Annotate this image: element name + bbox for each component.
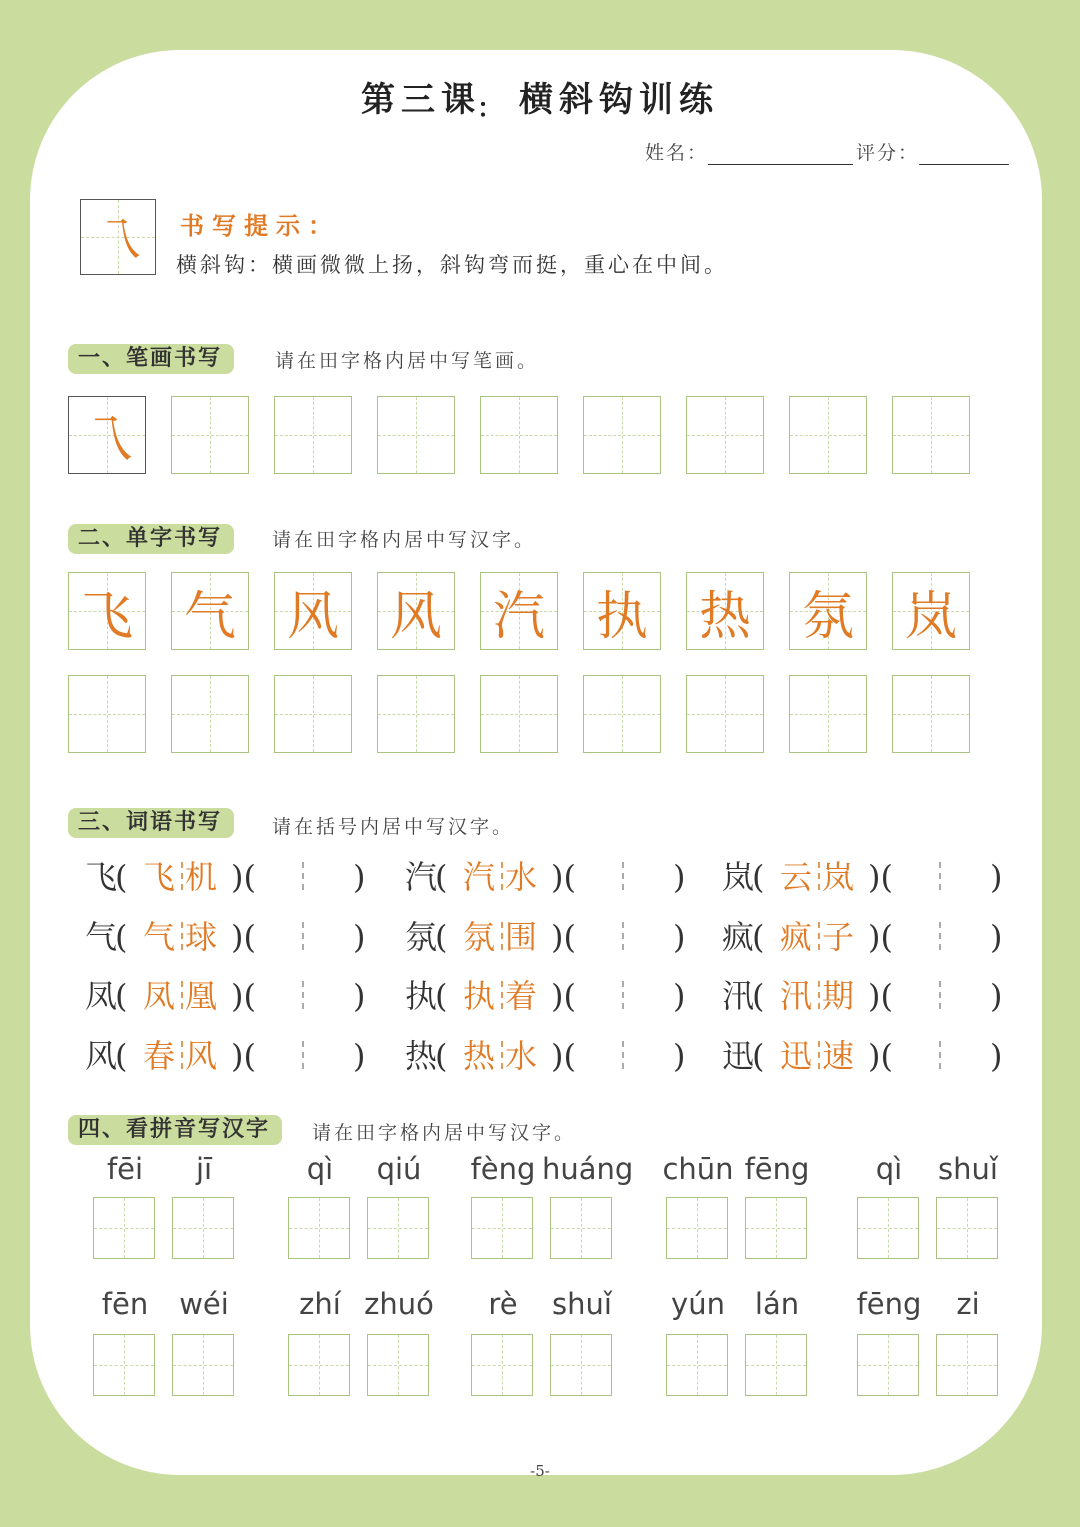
paren-pair: )( xyxy=(551,977,576,1015)
word-char: 热 xyxy=(463,1037,496,1075)
pinyin-label: qiú xyxy=(376,1152,422,1186)
char-sample-box xyxy=(789,572,867,650)
divider xyxy=(939,922,941,950)
open-paren: ( xyxy=(115,918,128,956)
answer-blank[interactable] xyxy=(577,1033,687,1079)
writing-box[interactable] xyxy=(172,1334,234,1396)
paren-pair: )( xyxy=(551,1037,576,1075)
writing-box[interactable] xyxy=(686,396,764,474)
paren-pair: )( xyxy=(868,977,893,1015)
word-char: 疯 xyxy=(780,918,813,956)
divider xyxy=(818,1041,820,1069)
open-paren: ( xyxy=(435,1037,448,1075)
answer-blank[interactable] xyxy=(577,854,687,900)
guide-character: 汽 xyxy=(492,586,545,647)
answer-blank[interactable] xyxy=(894,914,1004,960)
paren-pair: )( xyxy=(868,1037,893,1075)
answer-blank[interactable] xyxy=(577,914,687,960)
paren-pair: )( xyxy=(868,858,893,896)
divider xyxy=(501,922,503,950)
name-label: 姓名： xyxy=(645,142,709,164)
page-title: 第三课： 横斜钩训练 xyxy=(360,80,719,124)
open-paren: ( xyxy=(752,977,765,1015)
divider xyxy=(501,981,503,1009)
writing-box[interactable] xyxy=(367,1334,429,1396)
pinyin-label: fèng xyxy=(470,1152,536,1186)
score-field[interactable] xyxy=(856,138,1009,165)
pinyin-label: jī xyxy=(195,1152,213,1186)
word-char: 飞 xyxy=(143,858,176,896)
close-paren: ) xyxy=(990,858,1003,896)
stroke-sample-box xyxy=(68,396,146,474)
guide-character: 风 xyxy=(389,586,442,647)
open-paren: ( xyxy=(115,1037,128,1075)
divider xyxy=(939,981,941,1009)
writing-box[interactable] xyxy=(936,1334,998,1396)
page-number: -5- xyxy=(530,1462,550,1480)
open-paren: ( xyxy=(435,977,448,1015)
answer-blank[interactable] xyxy=(577,973,687,1019)
word-item xyxy=(722,973,1012,1019)
writing-box[interactable] xyxy=(480,396,558,474)
writing-box[interactable] xyxy=(666,1334,728,1396)
divider xyxy=(302,981,304,1009)
tip-stroke-box: 乁 xyxy=(80,199,156,275)
writing-box[interactable] xyxy=(171,396,249,474)
writing-box[interactable] xyxy=(377,396,455,474)
pinyin-label: fēng xyxy=(744,1152,810,1186)
divider xyxy=(622,862,624,890)
writing-box[interactable] xyxy=(936,1197,998,1259)
char-sample-box xyxy=(686,572,764,650)
section1-instruction: 请在田字格内居中写笔画。 xyxy=(275,350,540,372)
open-paren: ( xyxy=(752,858,765,896)
word-char: 机 xyxy=(185,858,218,896)
section1-label: 一、笔画书写 xyxy=(68,344,234,374)
close-paren: ) xyxy=(990,1037,1003,1075)
char-sample-box xyxy=(274,572,352,650)
word-char: 云 xyxy=(780,858,813,896)
guide-character: 氛 xyxy=(801,586,854,647)
divider xyxy=(939,1041,941,1069)
guide-character: 执 xyxy=(595,586,648,647)
writing-box[interactable] xyxy=(686,675,764,753)
writing-box[interactable] xyxy=(288,1197,350,1259)
writing-box[interactable] xyxy=(789,675,867,753)
word-char: 汽 xyxy=(463,858,496,896)
pinyin-label: huáng xyxy=(542,1152,634,1186)
writing-box[interactable] xyxy=(171,675,249,753)
divider xyxy=(181,922,183,950)
word-char: 凰 xyxy=(185,977,218,1015)
open-paren: ( xyxy=(752,918,765,956)
writing-box[interactable] xyxy=(471,1334,533,1396)
divider xyxy=(302,1041,304,1069)
section4-label: 四、看拼音写汉字 xyxy=(68,1115,282,1145)
open-paren: ( xyxy=(435,858,448,896)
word-char: 风 xyxy=(185,1037,218,1075)
section2-label: 二、单字书写 xyxy=(68,524,234,554)
writing-box[interactable] xyxy=(550,1334,612,1396)
divider xyxy=(818,922,820,950)
word-head-char: 汽 xyxy=(405,858,438,896)
writing-box[interactable] xyxy=(583,396,661,474)
char-sample-box xyxy=(377,572,455,650)
close-paren: ) xyxy=(673,977,686,1015)
close-paren: ) xyxy=(990,977,1003,1015)
divider xyxy=(181,1041,183,1069)
answer-blank[interactable] xyxy=(257,854,367,900)
writing-box[interactable] xyxy=(93,1334,155,1396)
writing-box[interactable] xyxy=(789,396,867,474)
word-item xyxy=(85,854,375,900)
writing-box[interactable] xyxy=(471,1197,533,1259)
divider xyxy=(622,1041,624,1069)
open-paren: ( xyxy=(752,1037,765,1075)
paren-pair: )( xyxy=(231,977,256,1015)
writing-box[interactable] xyxy=(377,675,455,753)
word-head-char: 飞 xyxy=(85,858,118,896)
divider xyxy=(501,862,503,890)
guide-character: 风 xyxy=(286,586,339,647)
writing-box[interactable] xyxy=(480,675,558,753)
paren-pair: )( xyxy=(868,918,893,956)
close-paren: ) xyxy=(990,918,1003,956)
pinyin-label: zhí xyxy=(299,1287,341,1321)
word-head-char: 凤 xyxy=(85,977,118,1015)
close-paren: ) xyxy=(353,858,366,896)
close-paren: ) xyxy=(353,1037,366,1075)
pinyin-label: qì xyxy=(306,1152,334,1186)
char-sample-box xyxy=(480,572,558,650)
writing-box[interactable] xyxy=(367,1197,429,1259)
word-char: 岚 xyxy=(822,858,855,896)
word-item xyxy=(85,1033,375,1079)
pinyin-label: chūn xyxy=(662,1152,734,1186)
word-char: 围 xyxy=(505,918,538,956)
word-head-char: 热 xyxy=(405,1037,438,1075)
writing-box[interactable] xyxy=(857,1197,919,1259)
word-head-char: 汛 xyxy=(722,977,755,1015)
divider xyxy=(501,1041,503,1069)
tip-text: 横斜钩：横画微微上扬，斜钩弯而挺，重心在中间。 xyxy=(176,253,728,277)
word-item xyxy=(85,914,375,960)
paren-pair: )( xyxy=(231,1037,256,1075)
word-item xyxy=(722,1033,1012,1079)
writing-box[interactable] xyxy=(583,675,661,753)
guide-character: 飞 xyxy=(80,586,133,647)
guide-character: 乁 xyxy=(80,410,133,471)
divider xyxy=(181,862,183,890)
writing-box[interactable] xyxy=(274,396,352,474)
pinyin-label: zhuó xyxy=(364,1287,434,1321)
close-paren: ) xyxy=(353,977,366,1015)
word-item xyxy=(405,1033,695,1079)
section4-instruction: 请在田字格内居中写汉字。 xyxy=(312,1122,577,1144)
word-char: 子 xyxy=(822,918,855,956)
word-item xyxy=(405,914,695,960)
word-item xyxy=(722,854,1012,900)
section3-instruction: 请在括号内居中写汉字。 xyxy=(272,816,515,838)
writing-box[interactable] xyxy=(288,1334,350,1396)
divider xyxy=(622,922,624,950)
char-sample-box xyxy=(171,572,249,650)
paren-pair: )( xyxy=(231,858,256,896)
paren-pair: )( xyxy=(231,918,256,956)
word-item xyxy=(85,973,375,1019)
writing-box[interactable] xyxy=(550,1197,612,1259)
close-paren: ) xyxy=(673,918,686,956)
open-paren: ( xyxy=(115,858,128,896)
divider xyxy=(302,922,304,950)
close-paren: ) xyxy=(673,858,686,896)
divider xyxy=(181,981,183,1009)
word-head-char: 执 xyxy=(405,977,438,1015)
paren-pair: )( xyxy=(551,858,576,896)
writing-box[interactable] xyxy=(857,1334,919,1396)
word-char: 氛 xyxy=(463,918,496,956)
word-char: 着 xyxy=(505,977,538,1015)
word-char: 迅 xyxy=(780,1037,813,1075)
guide-character: 岚 xyxy=(904,586,957,647)
divider xyxy=(818,981,820,1009)
word-head-char: 风 xyxy=(85,1037,118,1075)
answer-blank[interactable] xyxy=(257,914,367,960)
divider xyxy=(818,862,820,890)
open-paren: ( xyxy=(435,918,448,956)
pinyin-label: zi xyxy=(956,1287,980,1321)
close-paren: ) xyxy=(673,1037,686,1075)
pinyin-label: rè xyxy=(488,1287,518,1321)
word-char: 水 xyxy=(505,1037,538,1075)
pinyin-label: qì xyxy=(875,1152,903,1186)
word-char: 汛 xyxy=(780,977,813,1015)
pinyin-label: lán xyxy=(754,1287,800,1321)
word-item xyxy=(405,973,695,1019)
word-item xyxy=(405,854,695,900)
score-label: 评分： xyxy=(856,142,920,164)
writing-box[interactable] xyxy=(68,675,146,753)
word-char: 执 xyxy=(463,977,496,1015)
writing-box[interactable] xyxy=(93,1197,155,1259)
word-head-char: 氛 xyxy=(405,918,438,956)
paren-pair: )( xyxy=(551,918,576,956)
section3-label: 三、词语书写 xyxy=(68,808,234,838)
open-paren: ( xyxy=(115,977,128,1015)
answer-blank[interactable] xyxy=(257,1033,367,1079)
writing-box[interactable] xyxy=(172,1197,234,1259)
word-item xyxy=(722,914,1012,960)
guide-character: 气 xyxy=(183,586,236,647)
close-paren: ) xyxy=(353,918,366,956)
word-char: 速 xyxy=(822,1037,855,1075)
word-char: 期 xyxy=(822,977,855,1015)
word-char: 球 xyxy=(185,918,218,956)
pinyin-label: fēn xyxy=(101,1287,149,1321)
divider xyxy=(302,862,304,890)
word-head-char: 岚 xyxy=(722,858,755,896)
word-char: 水 xyxy=(505,858,538,896)
answer-blank[interactable] xyxy=(894,1033,1004,1079)
section2-instruction: 请在田字格内居中写汉字。 xyxy=(272,529,537,551)
word-char: 春 xyxy=(143,1037,176,1075)
answer-blank[interactable] xyxy=(894,854,1004,900)
pinyin-label: wéi xyxy=(179,1287,229,1321)
writing-box[interactable] xyxy=(745,1334,807,1396)
char-sample-box xyxy=(68,572,146,650)
word-head-char: 疯 xyxy=(722,918,755,956)
writing-box[interactable] xyxy=(892,396,970,474)
guide-character: 热 xyxy=(698,586,751,647)
name-field[interactable] xyxy=(645,138,853,165)
answer-blank[interactable] xyxy=(257,973,367,1019)
writing-box[interactable] xyxy=(274,675,352,753)
divider xyxy=(622,981,624,1009)
writing-box[interactable] xyxy=(666,1197,728,1259)
pinyin-label: fēi xyxy=(106,1152,144,1186)
writing-box[interactable] xyxy=(892,675,970,753)
divider xyxy=(939,862,941,890)
tip-title: 书写提示： xyxy=(180,212,340,240)
char-sample-box xyxy=(583,572,661,650)
pinyin-label: yún xyxy=(671,1287,725,1321)
pinyin-label: shuǐ xyxy=(938,1152,998,1186)
pinyin-label: fēng xyxy=(856,1287,922,1321)
pinyin-label: shuǐ xyxy=(552,1287,612,1321)
char-sample-box xyxy=(892,572,970,650)
word-char: 凤 xyxy=(143,977,176,1015)
word-char: 气 xyxy=(143,918,176,956)
writing-box[interactable] xyxy=(745,1197,807,1259)
answer-blank[interactable] xyxy=(894,973,1004,1019)
word-head-char: 气 xyxy=(85,918,118,956)
word-head-char: 迅 xyxy=(722,1037,755,1075)
